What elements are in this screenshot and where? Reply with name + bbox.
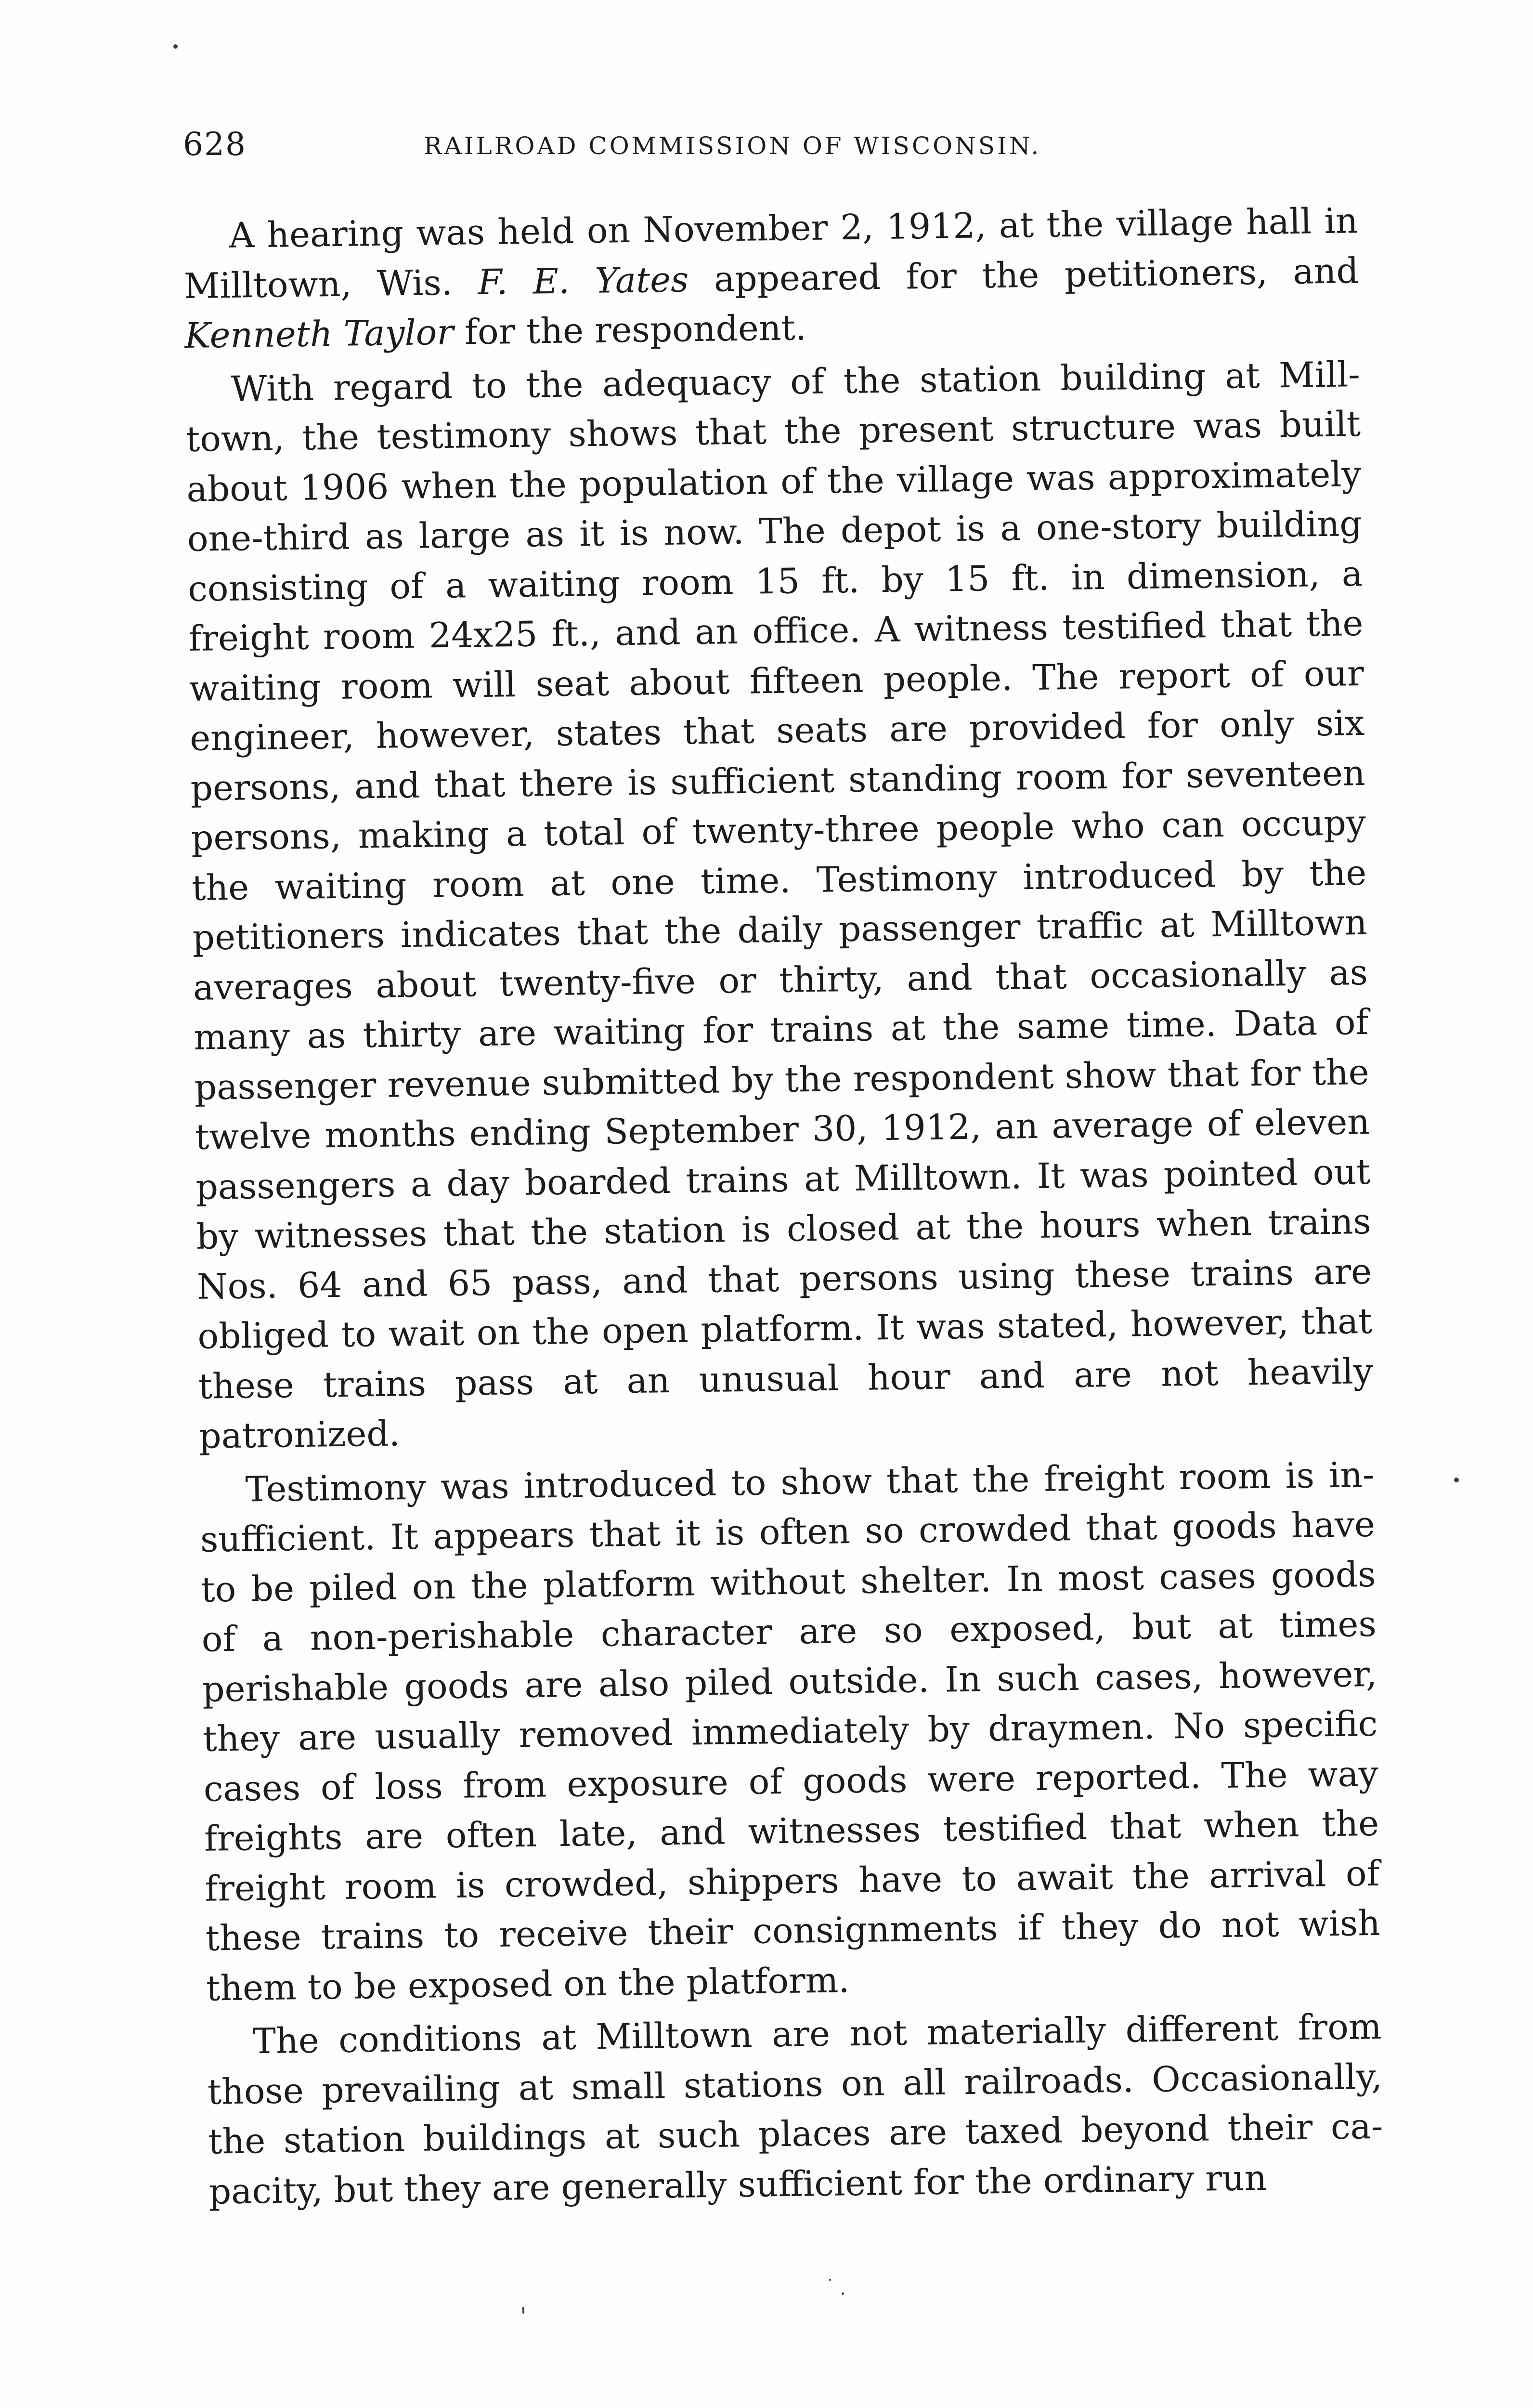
scan-speck	[829, 2279, 831, 2281]
running-title: RAILROAD COMMISSION OF WISCONSIN.	[424, 132, 1041, 160]
scan-speck	[173, 44, 178, 49]
paragraph-station-adequacy: With regard to the adequacy of the station building at Milltown, the testimony shows that the present structure was built about 1906 when the population of the village was approximately one-third as large as it is now. The depot is a one-story building consisting of a waiting room 15 ft. by 15 ft. in dimension, a freight room 24x25 ft., and an office. A witness testified that the waiting room will seat about fifteen people. The report of our engineer, however, states that seats are provided for only six persons, and that there is sufficient standing room for seventeen persons, making a total of twenty-three people who can occupy the waiting room at one time. Testimony introduced by the petitioners indicates that the daily passenger traffic at Milltown averages about twenty-five or thirty, and that occasionally as many as thirty are waiting for trains at the same time. Data of passenger revenue submitted by the respondent show that for the twelve months ending September 30, 1912, an average of eleven passengers a day boarded trains at Milltown. It was pointed out by witnesses that the station is closed at the hours when trains Nos. 64 and 65 pass, and that persons using these trains are obliged to wait on the open platform. It was stated, however, that these trains pass at an unusual hour and are not heavily patronized.	[185, 354, 1374, 1457]
petitioner-counsel-name: F. E. Yates	[477, 259, 689, 303]
scan-speck	[1454, 1478, 1459, 1482]
paragraph-hearing-text-cont: appeared for the petitioners, and	[688, 250, 1359, 300]
scan-speck	[842, 2292, 844, 2295]
body-text	[183, 196, 1384, 2217]
paragraph-hearing	[183, 196, 1360, 361]
paragraph-freight-room: Testimony was introduced to show that the freight room is insufficient. It appears that it is often so crowded that goods have to be piled on the platform without shelter. In most cases goods of a non-perishable character are so exposed, but at times perishable goods are also piled outside. In such cases, however, they are usually removed immediately by draymen. No specific cases of loss from exposure of goods were reported. The way freights are often late, and witnesses testified that when the freight room is crowded, shippers have to await the arrival of these trains to receive their consignments if they do not wish them to be exposed on the platform.	[200, 1454, 1381, 2009]
paragraph-hearing-text-end: for the respondent.	[453, 308, 807, 353]
paragraph-hearing-text: A hearing was held on November 2, 1912, at the village hall in Milltown, Wis.	[183, 201, 1359, 307]
respondent-counsel-name: Kenneth Taylor	[184, 312, 454, 356]
running-header	[183, 123, 1348, 166]
page-number: 628	[183, 126, 247, 163]
paragraph-conditions: The conditions at Milltown are not materially different from those prevailing at small stations on all railroads. Occasionally, the station buildings at such places are taxed beyond their capacity, but they are generally sufficient for the ordinary run	[207, 2006, 1383, 2212]
scan-speck	[522, 2307, 524, 2314]
